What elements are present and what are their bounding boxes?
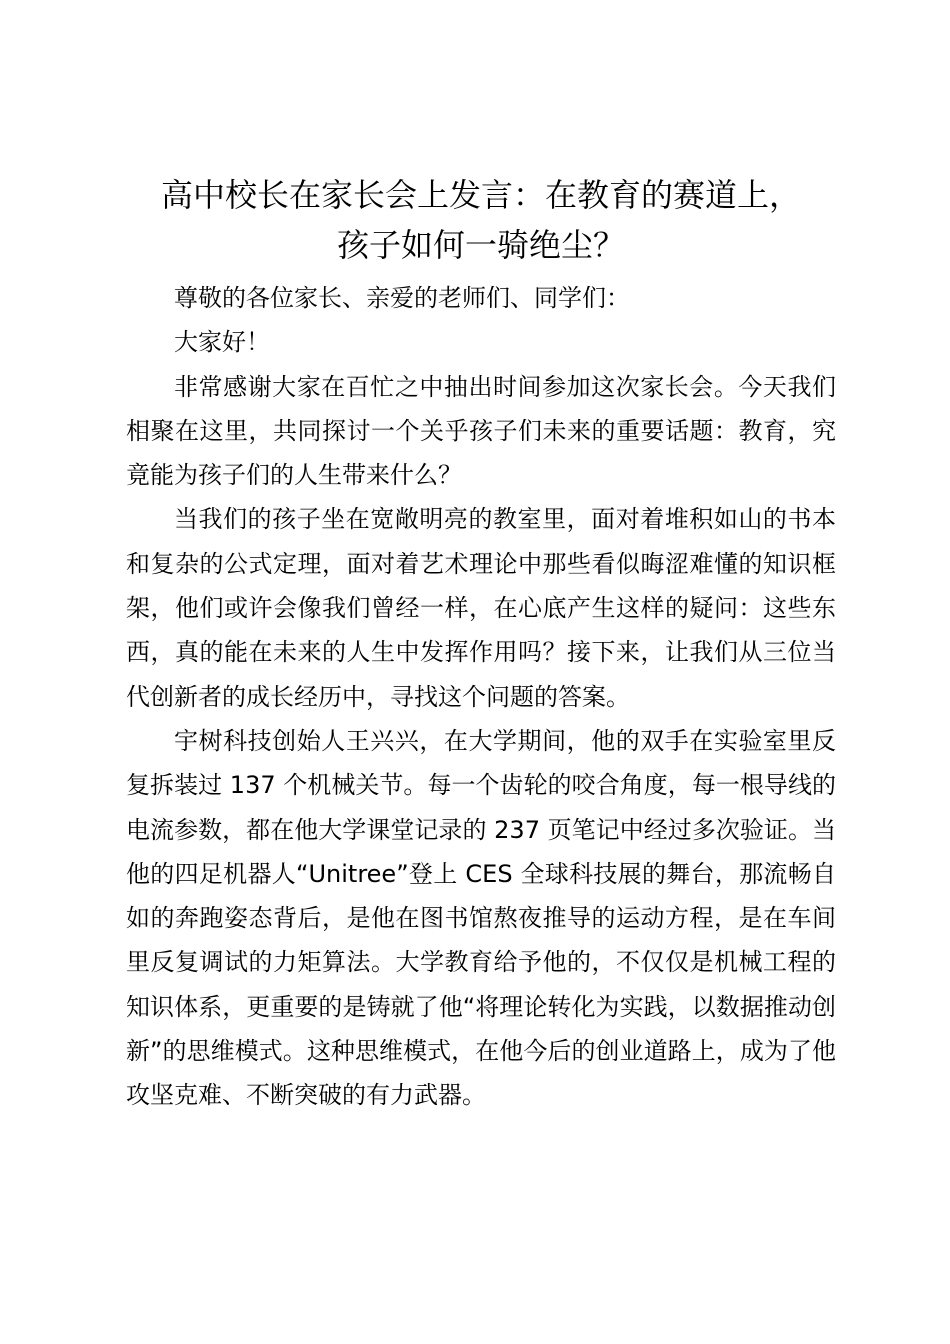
document-page [126, 170, 836, 1118]
body-paragraph-question: 当我们的孩子坐在宽敞明亮的教室里，面对着堆积如山的书本和复杂的公式定理，面对着艺术理论中那些看似晦涩难懂的知识框架，他们或许会像我们曾经一样，在心底产生这样的疑问：这些东西，真的能在未来的人生中发挥作用吗？接下来，让我们从三位当代创新者的成长经历中，寻找这个问题的答案。 [126, 505, 836, 711]
body-paragraph-wang-xingxing: 宇树科技创始人王兴兴，在大学期间，他的双手在实验室里反复拆装过 137 个机械关节。每一个齿轮的咬合角度，每一根导线的电流参数，都在他大学课堂记录的 237 页笔记中经过多次验证。当他的四足机器人“Unitree”登上 CES 全球科技展的舞台，那流畅自如的奔跑姿态背后，是他在图书馆熬夜推导的运动方程，是在车间里反复调试的力矩算法。大学教育给予他的，不仅仅是机械工程的知识体系，更重要的是铸就了他“将理论转化为实践，以数据推动创新”的思维模式。这种思维模式，在他今后的创业道路上，成为了他攻坚克难、不断突破的有力武器。 [126, 726, 836, 1110]
title-line-2: 孩子如何一骑绝尘？ [336, 226, 625, 264]
body-paragraph-intro: 非常感谢大家在百忙之中抽出时间参加这次家长会。今天我们相聚在这里，共同探讨一个关乎孩子们未来的重要话题：教育，究竟能为孩子们的人生带来什么？ [126, 372, 836, 490]
salutation: 尊敬的各位家长、亲爱的老师们、同学们： [174, 284, 630, 312]
title-line-1: 高中校长在家长会上发言：在教育的赛道上， [160, 176, 801, 214]
greeting: 大家好！ [174, 328, 270, 357]
document-title [126, 170, 836, 270]
